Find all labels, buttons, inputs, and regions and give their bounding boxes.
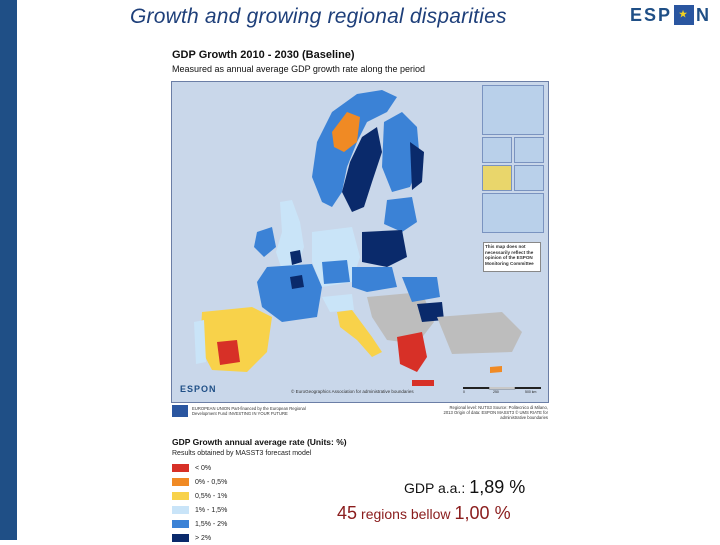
eu-funding-footer xyxy=(172,405,312,425)
gdp-stat-label: GDP a.a.: xyxy=(404,480,466,496)
legend-item xyxy=(172,531,227,545)
legend-swatch xyxy=(172,478,189,486)
inset-guadeloupe xyxy=(482,137,512,163)
legend-label: 1,5% - 2% xyxy=(195,520,228,528)
scale-bar xyxy=(463,387,541,393)
inset-outermost-regions xyxy=(482,85,544,135)
region-cyprus xyxy=(490,366,502,373)
region-south-spain xyxy=(217,340,240,365)
legend-title: GDP Growth annual average rate (Units: %) xyxy=(172,437,347,447)
gdp-stat-value: 1,89 % xyxy=(469,477,526,497)
scale-segment xyxy=(463,387,489,389)
region-germany-south xyxy=(322,260,350,284)
legend-label: 0% - 0,5% xyxy=(195,478,228,486)
legend-swatch xyxy=(172,464,189,472)
logo-text-left: ESP xyxy=(630,4,673,25)
eu-flag-icon xyxy=(674,5,694,25)
scale-segment xyxy=(489,387,515,389)
regions-stat-value: 1,00 % xyxy=(454,503,511,523)
region-greek-islands xyxy=(412,380,434,386)
legend-item xyxy=(172,517,227,531)
regions-stat-label: regions bellow xyxy=(361,506,451,522)
legend-item xyxy=(172,475,227,489)
map-title: GDP Growth 2010 - 2030 (Baseline) xyxy=(172,49,355,61)
legend-item xyxy=(172,489,227,503)
scale-label-2: 500 km xyxy=(525,390,537,393)
espon-logo xyxy=(630,4,711,26)
gdp-stat xyxy=(404,477,525,498)
map-insets xyxy=(482,85,544,235)
logo-text-right: N xyxy=(696,4,712,25)
legend-swatch xyxy=(172,492,189,500)
legend-swatch xyxy=(172,520,189,528)
legend-swatch xyxy=(172,534,189,542)
scale-label-0: 0 xyxy=(463,390,465,393)
legend-item xyxy=(172,461,227,475)
legend xyxy=(172,461,227,545)
region-france-paris xyxy=(290,275,304,289)
inset-guyane xyxy=(482,165,512,191)
left-sidebar-bar xyxy=(0,0,17,540)
eu-flag-small-icon xyxy=(172,405,188,417)
legend-label: < 0% xyxy=(195,464,212,472)
inset-martinique xyxy=(514,137,544,163)
legend-label: 1% - 1,5% xyxy=(195,506,228,514)
map-credit: © EuroGeographics Association for administrative boundaries xyxy=(291,389,414,394)
legend-swatch xyxy=(172,506,189,514)
map-espon-label: ESPON xyxy=(180,384,217,394)
legend-subtitle: Results obtained by MASST3 forecast model xyxy=(172,450,312,457)
inset-reunion xyxy=(514,165,544,191)
scale-segment xyxy=(515,387,541,389)
slide-title: Growth and growing regional disparities xyxy=(130,5,507,28)
map-source-text: Regional level: NUTS3 Source: Politecnico di Milano, 2013 Origin of data: ESPON MASST3 © UMS RIATE for administrative boundaries xyxy=(443,405,548,420)
legend-item xyxy=(172,503,227,517)
regions-stat-count: 45 xyxy=(337,503,358,523)
scale-label-1: 250 xyxy=(493,390,499,393)
legend-label: > 2% xyxy=(195,534,212,542)
eu-funding-text: EUROPEAN UNION Part-financed by the European Regional Development Fund INVESTING IN YOUR FUTURE xyxy=(192,406,306,416)
map-subtitle: Measured as annual average GDP growth rate along the period xyxy=(172,64,425,74)
legend-label: 0,5% - 1% xyxy=(195,492,228,500)
region-portugal xyxy=(194,320,206,364)
regions-stat xyxy=(337,503,511,524)
disclaimer-note: This map does not necessarily reflect the opinion of the ESPON Monitoring Committee xyxy=(483,242,541,272)
inset-canarias xyxy=(482,193,544,233)
